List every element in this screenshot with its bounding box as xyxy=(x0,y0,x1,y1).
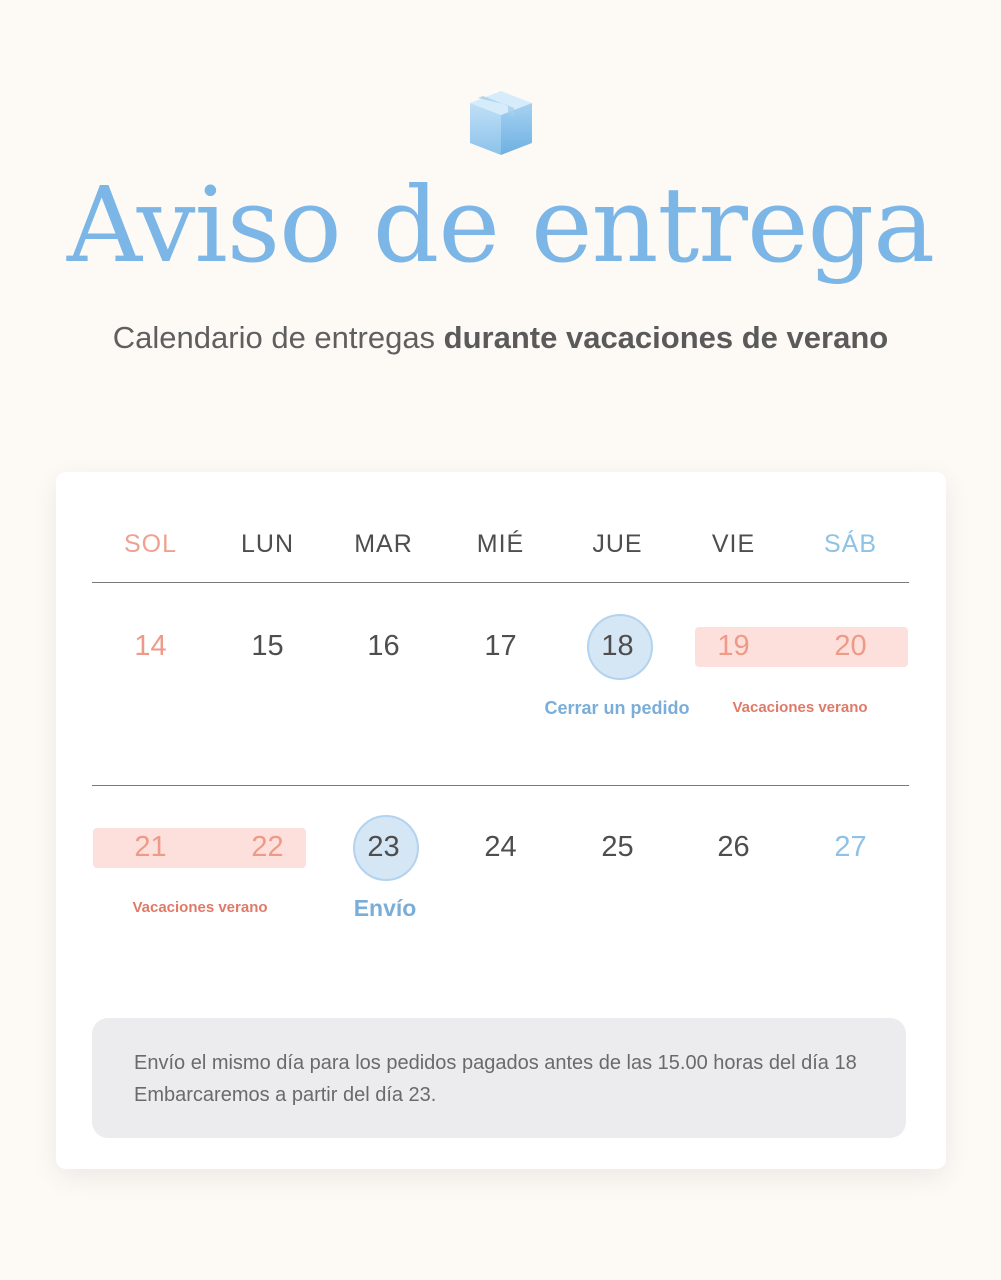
info-box xyxy=(92,1018,906,1138)
weekday-tue: MAR xyxy=(354,530,413,558)
note-holiday-week1: Vacaciones verano xyxy=(732,699,868,716)
note-close-order: Cerrar un pedido xyxy=(544,698,690,718)
day-14: 14 xyxy=(134,630,167,662)
day-25: 25 xyxy=(601,831,634,863)
divider-week xyxy=(92,785,909,786)
day-15: 15 xyxy=(251,630,284,662)
package-box-icon xyxy=(468,89,534,157)
day-21: 21 xyxy=(134,831,167,863)
info-line-1: Envío el mismo día para los pedidos pagados antes de las 15.00 horas del día 18 xyxy=(134,1052,857,1074)
day-22: 22 xyxy=(251,831,284,863)
day-27: 27 xyxy=(834,831,867,863)
day-23: 23 xyxy=(367,831,400,863)
day-19: 19 xyxy=(717,630,750,662)
weekday-fri: VIE xyxy=(711,530,756,558)
info-line-2: Embarcaremos a partir del día 23. xyxy=(134,1084,437,1106)
day-24: 24 xyxy=(484,831,517,863)
day-26: 26 xyxy=(717,831,750,863)
note-shipping: Envío xyxy=(353,895,417,921)
weekday-sat: SÁB xyxy=(823,530,878,558)
page-subtitle xyxy=(0,318,1001,358)
page-title: Aviso de entrega xyxy=(66,164,935,286)
day-16: 16 xyxy=(367,630,400,662)
note-holiday-week2: Vacaciones verano xyxy=(132,899,268,916)
subtitle-regular: Calendario de entregas xyxy=(112,320,444,355)
day-18: 18 xyxy=(601,630,634,662)
day-17: 17 xyxy=(484,630,517,662)
day-20: 20 xyxy=(834,630,867,662)
divider-header xyxy=(92,582,909,583)
subtitle-bold: durante vacaciones de verano xyxy=(443,320,889,355)
weekday-sun: SOL xyxy=(123,530,178,558)
weekday-thu: JUE xyxy=(592,530,643,558)
weekday-mon: LUN xyxy=(240,530,294,558)
weekday-wed: MIÉ xyxy=(476,530,525,558)
